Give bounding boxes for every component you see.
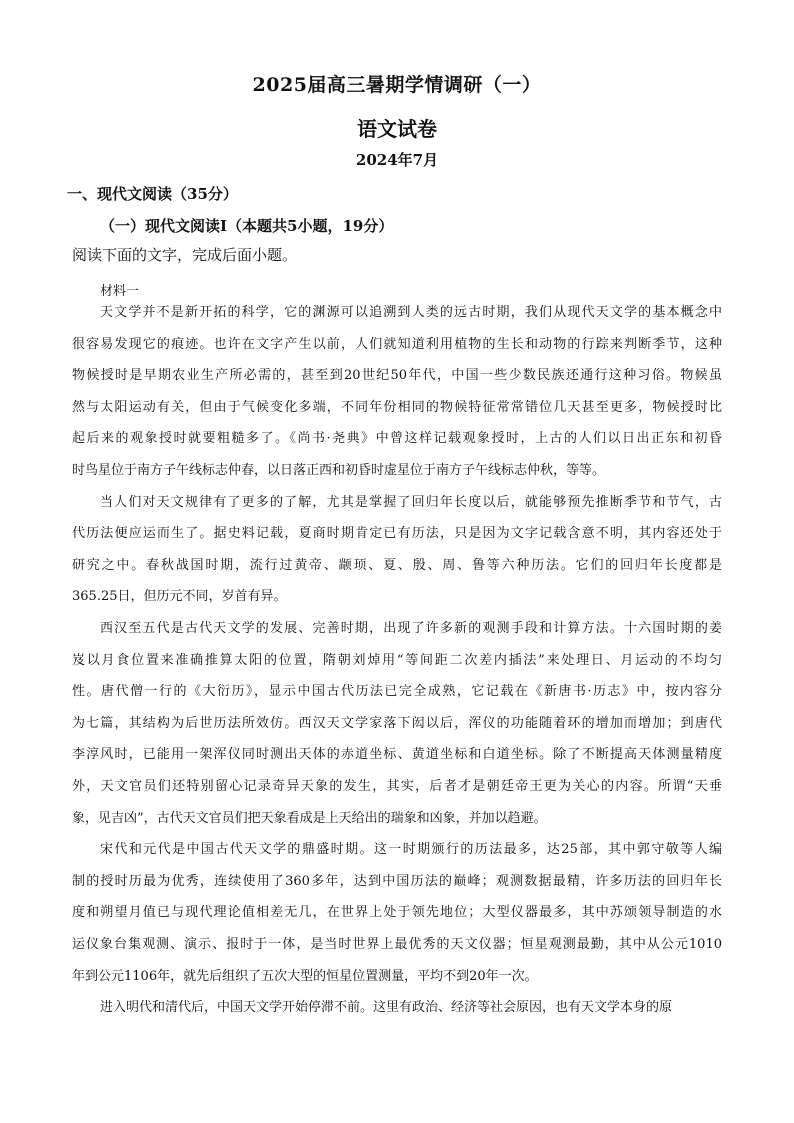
- section-heading: 一、现代文阅读（35分）: [67, 185, 238, 203]
- passage-line: 代历法便应运而生了。据史料记载，夏商时期肯定已有历法，只是因为文字记载含意不明，其内容还处于: [72, 526, 722, 542]
- passage-line: 起后来的观象授时就要粗糙多了。《尚书·尧典》中曾这样记载观象授时，上古的人们以日出正东和初昏: [72, 431, 722, 447]
- passage-line: 外，天文官员们还特别留心记录奇异天象的发生，其实，后者才是朝廷帝王更为关心的内容。所谓“天垂: [72, 779, 722, 794]
- passage-line: 很容易发现它的痕迹。也许在文字产生以前，人们就知道利用植物的生长和动物的行踪来判断季节，这种: [72, 336, 722, 352]
- passage-line: 天文学并不是新开拓的科学，它的渊源可以追溯到人类的远古时期，我们从现代天文学的基本概念中: [100, 305, 722, 320]
- exam-title: 2025届高三暑期学情调研（一）: [252, 74, 542, 96]
- passage-line: 物候授时是早期农业生产所必需的，甚至到20世纪50年代，中国一些少数民族还通行这种习俗。物候虽: [72, 368, 722, 384]
- passage-line: 性。唐代僧一行的《大衍历》，显示中国古代历法已完全成熟，它记载在《新唐书·历志》中，按内容分: [72, 684, 722, 700]
- exam-subtitle: 语文试卷: [357, 117, 437, 141]
- passage-line: 西汉至五代是古代天文学的发展、完善时期，出现了许多新的观测手段和计算方法。十六国时期的姜: [100, 621, 722, 636]
- passage-line: 年到公元1106年，就先后组织了五次大型的恒星位置测量，平均不到20年一次。: [72, 968, 538, 984]
- passage-line: 岌以月食位置来准确推算太阳的位置，隋朝刘焯用“等间距二次差内插法”来处理日、月运动的不均匀: [72, 652, 722, 668]
- exam-date: 2024年7月: [355, 151, 439, 169]
- passage-line: 象，见吉凶”，古代天文官员们把天象看成是上天给出的瑞象和凶象，并加以趋避。: [72, 810, 547, 826]
- passage-line: 李淳风时，已能用一架浑仪同时测出天体的赤道坐标、黄道坐标和白道坐标。除了不断提高天体测量精度: [72, 747, 722, 763]
- passage-line: 然与太阳运动有关，但由于气候变化多端，不同年份相同的物候特征常常错位几天甚至更多，物候授时比: [72, 399, 722, 415]
- reading-instruction: 阅读下面的文字，完成后面小题。: [72, 246, 298, 264]
- passage-line: 运仪象台集观测、演示、报时于一体，是当时世界上最优秀的天文仪器；恒星观测最勤，其中从公元1010: [72, 937, 722, 952]
- passage-line: 为七篇，其结构为后世历法所效仿。西汉天文学家落下闳以后，浑仪的功能随着环的增加而增加；到唐代: [72, 715, 722, 731]
- passage-line: 进入明代和清代后，中国天文学开始停滞不前。这里有政治、经济等社会原因，也有天文学本身的原: [100, 1000, 673, 1016]
- passage-line: 度和朔望月值已与现代理论值相差无几，在世界上处于领先地位；大型仪器最多，其中苏颂领导制造的水: [72, 905, 722, 921]
- passage-line: 宋代和元代是中国古代天文学的鼎盛时期。这一时期颁行的历法最多，达25部，其中郭守敬等人编: [100, 842, 722, 858]
- passage-line: 365.25日，但历元不同，岁首有异。: [72, 589, 287, 605]
- subsection-heading: （一）现代文阅读Ⅰ（本题共5小题，19分）: [100, 217, 394, 235]
- material-label: 材料一: [100, 284, 140, 299]
- passage-line: 当人们对天文规律有了更多的了解，尤其是掌握了回归年长度以后，就能够预先推断季节和节气，古: [100, 494, 722, 510]
- passage-line: 时鸟星位于南方子午线标志仲春，以日落正西和初昏时虚星位于南方子午线标志仲秋，等等。: [72, 463, 606, 478]
- passage-line: 研究之中。春秋战国时期，流行过黄帝、颛顼、夏、殷、周、鲁等六种历法。它们的回归年长度都是: [72, 557, 722, 573]
- passage-line: 制的授时历最为优秀，连续使用了360多年，达到中国历法的巅峰；观测数据最精，许多历法的回归年长: [72, 873, 722, 889]
